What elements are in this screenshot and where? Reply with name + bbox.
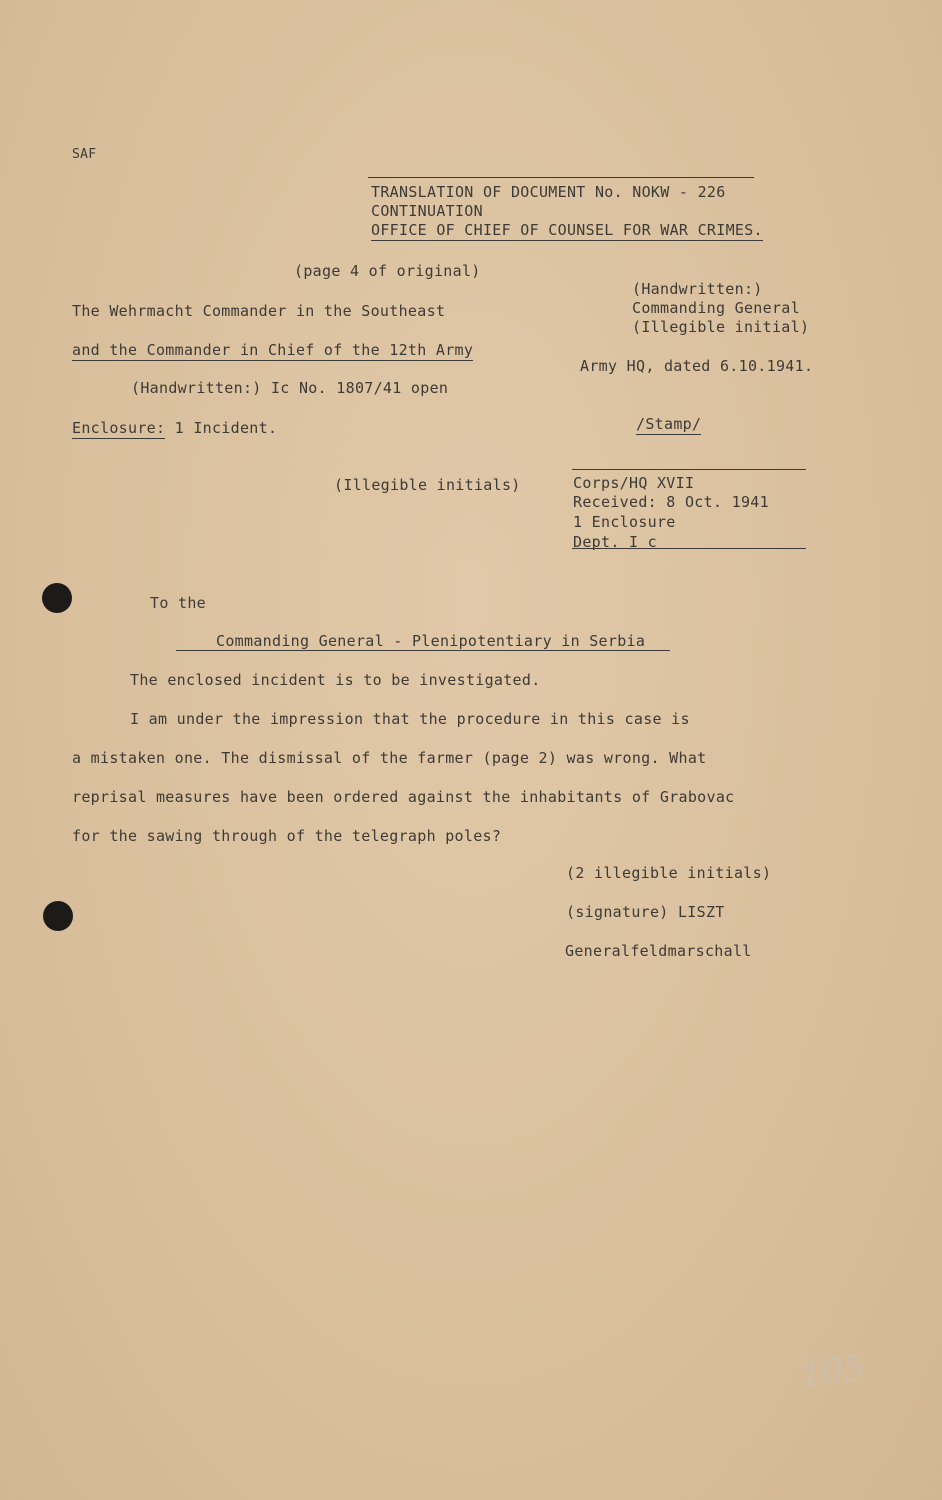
received-enclosure: 1 Enclosure	[573, 513, 676, 531]
paragraph-2-line-3: reprisal measures have been ordered against the inhabitants of Grabovac	[72, 788, 735, 806]
paragraph-1: The enclosed incident is to be investigated.	[130, 671, 541, 689]
enclosure-text: 1 Incident.	[174, 419, 278, 437]
army-hq-date: Army HQ, dated 6.10.1941.	[580, 357, 814, 375]
signature-name: (signature) LISZT	[566, 903, 725, 921]
corner-mark: SAF	[72, 147, 97, 162]
handwritten-reference: (Handwritten:) Ic No. 1807/41 open	[131, 379, 449, 397]
illegible-initial: (Illegible initial)	[632, 318, 810, 336]
signature-initials: (2 illegible initials)	[566, 864, 772, 882]
header-office: OFFICE OF CHIEF OF COUNSEL FOR WAR CRIMES.	[371, 221, 763, 239]
right-handwritten: (Handwritten:)	[632, 280, 763, 298]
recipient: Commanding General - Plenipotentiary in Serbia	[216, 632, 646, 650]
middle-illegible-initials: (Illegible initials)	[334, 476, 521, 494]
header-continuation: CONTINUATION	[371, 202, 483, 220]
received-stamp-top-rule	[572, 469, 806, 470]
addressee-line-2: and the Commander in Chief of the 12th Army	[72, 341, 474, 359]
paragraph-2-line-1: I am under the impression that the procedure in this case is	[130, 710, 690, 728]
punch-hole-top	[42, 583, 72, 613]
enclosure-label: Enclosure:	[72, 419, 166, 437]
commanding-general: Commanding General	[632, 299, 800, 317]
paragraph-2-line-2: a mistaken one. The dismissal of the farmer (page 2) was wrong. What	[72, 749, 707, 767]
received-dept: Dept. I c	[573, 533, 657, 551]
received-date: Received: 8 Oct. 1941	[573, 493, 769, 511]
received-corps: Corps/HQ XVII	[573, 474, 695, 492]
stamp-note: /Stamp/	[636, 415, 702, 433]
recipient-rule	[176, 650, 670, 651]
addressee-line-1: The Wehrmacht Commander in the Southeast	[72, 302, 446, 320]
received-stamp-bottom-rule	[572, 548, 806, 549]
enclosure-line	[72, 419, 277, 437]
page-reference: (page 4 of original)	[294, 262, 481, 280]
header-translation-line: TRANSLATION OF DOCUMENT No. NOKW - 226	[371, 183, 726, 201]
to-the: To the	[150, 594, 206, 612]
paragraph-2-line-4: for the sawing through of the telegraph poles?	[72, 827, 502, 845]
header-rule	[368, 177, 754, 178]
signature-rank: Generalfeldmarschall	[565, 942, 752, 960]
page-number: 105	[797, 1347, 868, 1397]
punch-hole-bottom	[43, 901, 73, 931]
